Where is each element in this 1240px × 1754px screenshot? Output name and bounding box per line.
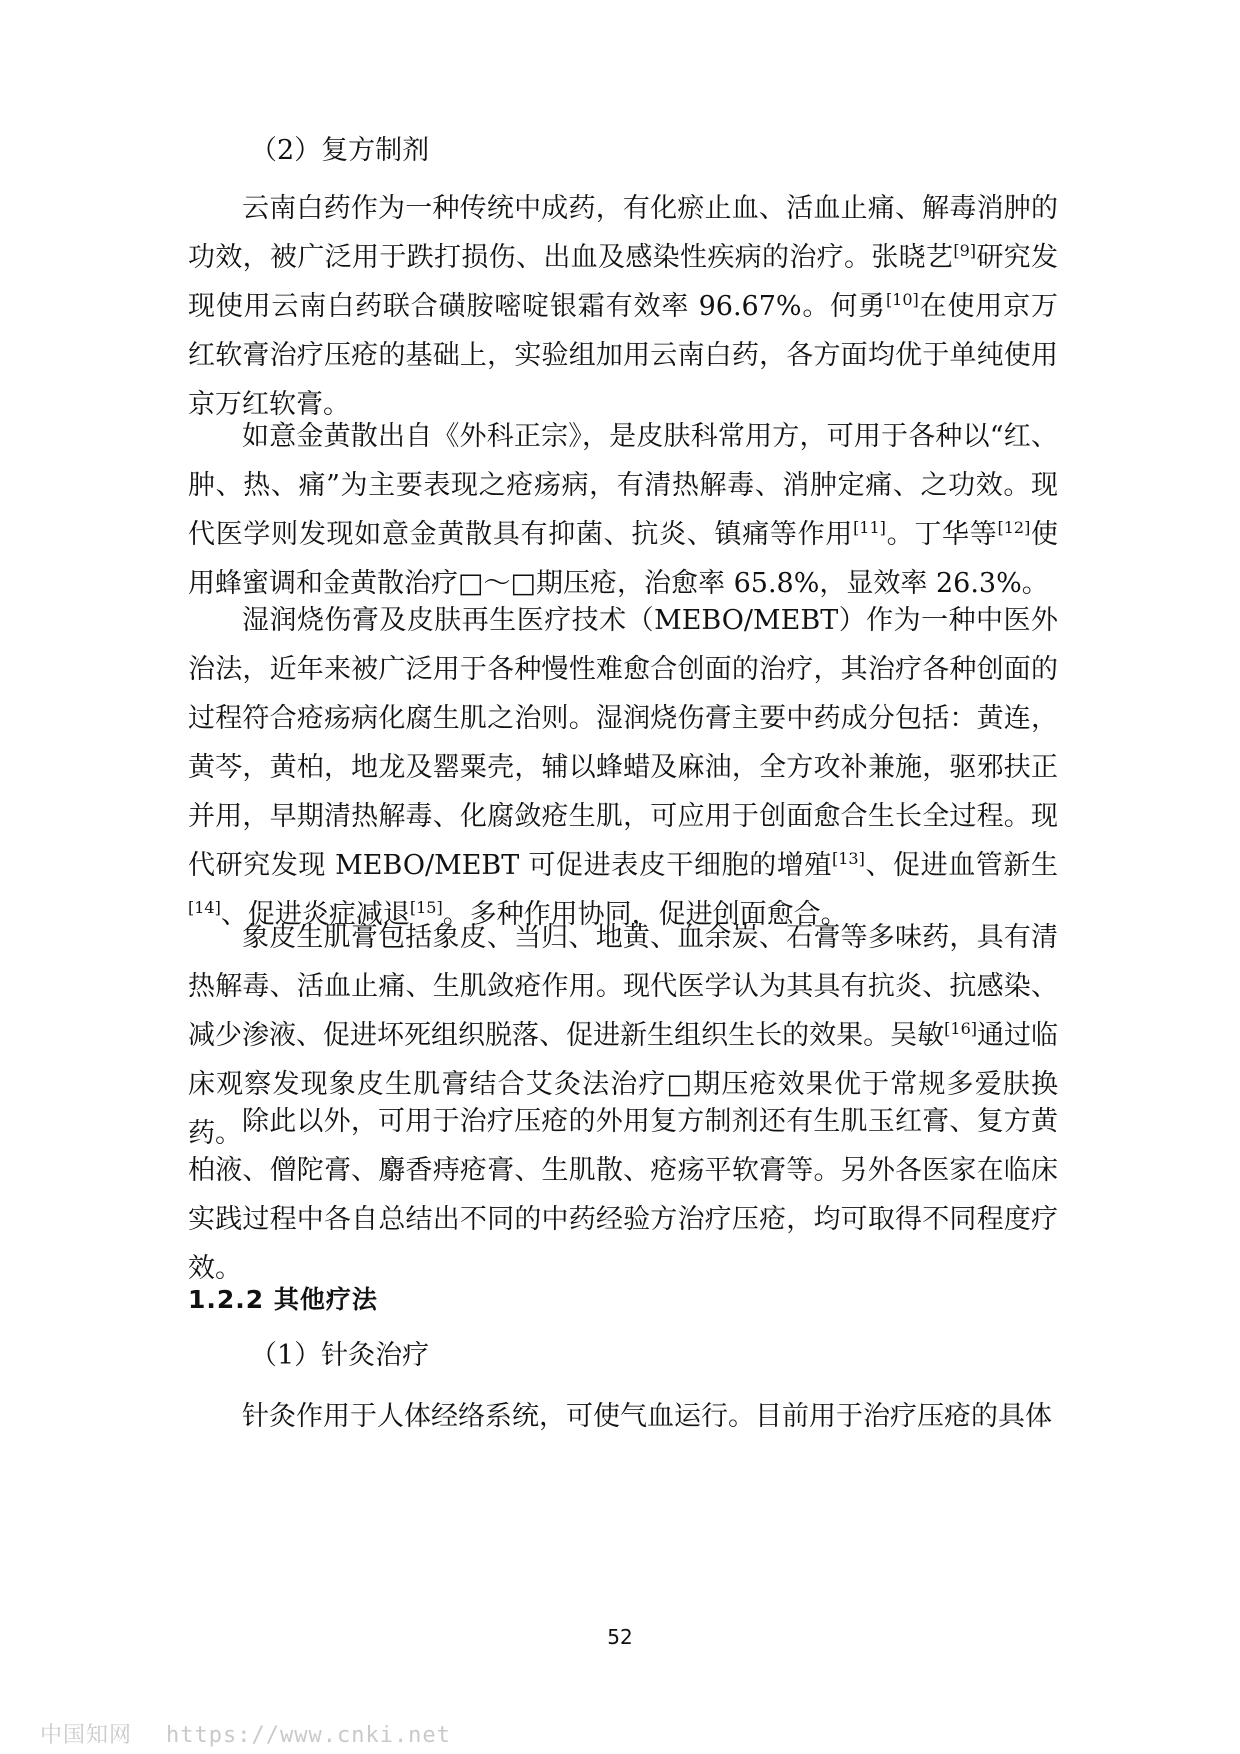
cnki-watermark bbox=[40, 1718, 485, 1749]
paragraph-text: 、促进炎症减退 bbox=[220, 899, 410, 930]
paragraph-acupuncture bbox=[188, 1392, 1058, 1441]
paragraph-text: 针灸作用于人体经络系统，可使气血运行。目前用于治疗压疮的具体 bbox=[242, 1401, 1052, 1432]
paragraph-text: 湿润烧伤膏及皮肤再生医疗技术（MEBO/MEBT）作为一种中医外治法，近年来被广泛用于各种慢性难愈合创面的治疗，其治疗各种创面的过程符合疮疡病化腐生肌之治则。湿润烧伤膏主要中药成分包括：黄连，黄芩，黄柏，地龙及罂粟壳，辅以蜂蜡及麻油，全方攻补兼施，驱邪扶正并用，早期清热解毒、化腐敛疮生肌，可应用于创面愈合生长全过程。现代研究发现 MEBO/MEBT 可促进表皮干细胞的增殖 bbox=[188, 605, 1058, 881]
citation-ref: [10] bbox=[885, 290, 919, 309]
page-number: 52 bbox=[607, 1625, 633, 1649]
citation-ref: [9] bbox=[953, 241, 976, 260]
subheading-compound-preparations: （2）复方制剂 bbox=[250, 135, 430, 166]
paragraph-text: 通过临床观察发现象皮生肌膏结合艾灸法治疗□期压疮效果优于常规多爱肤换药。 bbox=[188, 1020, 1058, 1149]
paragraph-other-compounds bbox=[188, 1097, 1058, 1293]
watermark-url: https://www.cnki.net bbox=[166, 1723, 451, 1748]
paragraph-text: 使用蜂蜜调和金黄散治疗□～□期压疮，治愈率 65.8%，显效率 26.3%。 bbox=[188, 519, 1059, 599]
paragraph-ruyi-jinhuang bbox=[188, 412, 1058, 608]
citation-ref: [14] bbox=[188, 898, 221, 917]
citation-ref: [12] bbox=[997, 518, 1031, 537]
paragraph-text: 在使用京万红软膏治疗压疮的基础上，实验组加用云南白药，各方面均优于单纯使用京万红软膏。 bbox=[188, 291, 1058, 420]
citation-ref: [11] bbox=[853, 518, 886, 537]
citation-ref: [16] bbox=[944, 1019, 977, 1038]
paragraph-text: 云南白药作为一种传统中成药，有化瘀止血、活血止痛、解毒消肿的功效，被广泛用于跌打损伤、出血及感染性疾病的治疗。张晓艺 bbox=[188, 193, 1058, 273]
paragraph-text: 除此以外，可用于治疗压疮的外用复方制剂还有生肌玉红膏、复方黄柏液、僧陀膏、麝香痔疮膏、生肌散、疮疡平软膏等。另外各医家在临床实践过程中各自总结出不同的中药经验方治疗压疮，均可取得不同程度疗效。 bbox=[188, 1106, 1058, 1284]
citation-ref: [15] bbox=[409, 898, 443, 917]
paragraph-text: 。多种作用协同，促进创面愈合。 bbox=[442, 899, 848, 930]
paragraph-text: 。丁华等 bbox=[885, 519, 998, 550]
paragraph-text: 研究发现使用云南白药联合磺胺嘧啶银霜有效率 96.67%。何勇 bbox=[188, 242, 1058, 322]
citation-ref: [13] bbox=[832, 849, 865, 868]
paragraph-mebo bbox=[188, 596, 1058, 939]
paragraph-yunnan-baiyao bbox=[188, 184, 1058, 429]
paragraph-text: 象皮生肌膏包括象皮、当归、地黄、血余炭、石膏等多味药，具有清热解毒、活血止痛、生肌敛疮作用。现代医学认为其具有抗炎、抗感染、减少渗液、促进坏死组织脱落、促进新生组织生长的效果。吴敏 bbox=[188, 922, 1058, 1051]
subheading-acupuncture: （1）针灸治疗 bbox=[250, 1340, 430, 1371]
section-title: 1.2.2 其他疗法 bbox=[188, 1285, 378, 1314]
paragraph-text: 如意金黄散出自《外科正宗》，是皮肤科常用方，可用于各种以“红、肿、热、痛”为主要表现之疮疡病，有清热解毒、消肿定痛、之功效。现代医学则发现如意金黄散具有抑菌、抗炎、镇痛等作用 bbox=[188, 421, 1058, 550]
watermark-brand: 中国知网 bbox=[40, 1723, 133, 1748]
paragraph-text: 、促进血管新生 bbox=[864, 850, 1058, 881]
